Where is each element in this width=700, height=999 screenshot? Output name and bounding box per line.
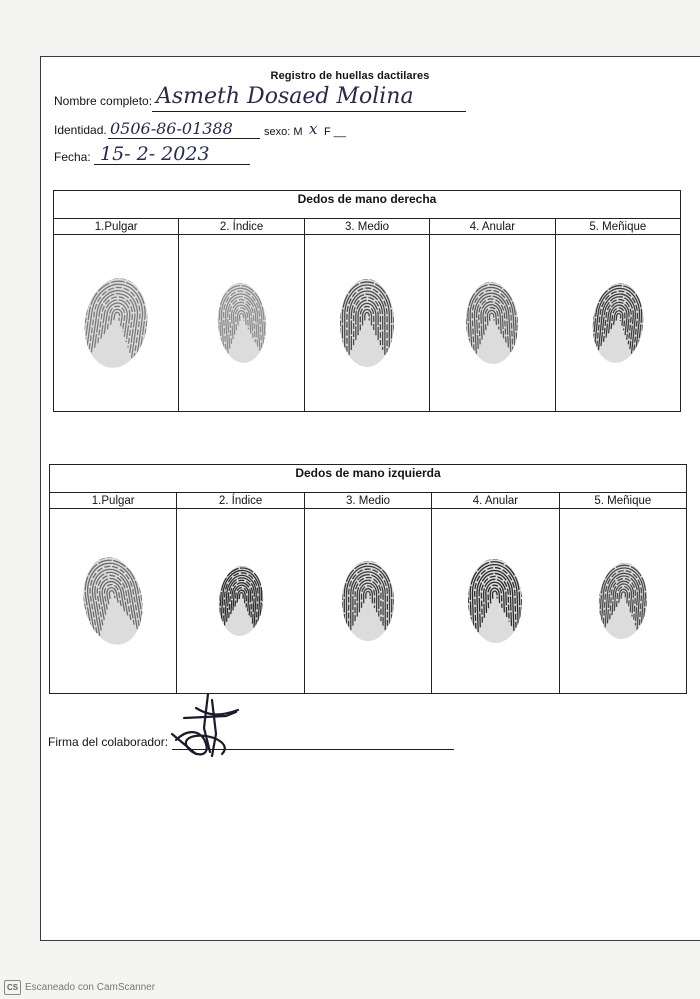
fingerprint-icon (82, 555, 144, 647)
fingerprint-icon (83, 276, 149, 370)
right-index-cell (179, 219, 304, 411)
right-hand-title: Dedos de mano derecha (54, 191, 680, 219)
finger-label: 4. Anular (430, 219, 554, 235)
name-label: Nombre completo: (54, 94, 153, 108)
fingerprint-icon (216, 281, 268, 365)
finger-label: 1.Pulgar (50, 493, 176, 509)
date-handwritten: 15- 2- 2023 (100, 143, 210, 165)
name-underline (152, 111, 466, 112)
left-little-cell (560, 493, 686, 693)
sex-mark: x (309, 120, 318, 138)
id-handwritten: 0506-86-01388 (110, 119, 233, 138)
signature-mark (166, 688, 246, 760)
right-little-cell (556, 219, 680, 411)
date-underline (94, 164, 250, 165)
name-handwritten: Asmeth Dosaed Molina (156, 84, 414, 109)
left-index-cell (177, 493, 304, 693)
scanner-footer (4, 980, 155, 995)
scanner-text: Escaneado con CamScanner (25, 982, 156, 993)
right-hand-table (53, 190, 681, 412)
finger-label: 4. Anular (432, 493, 558, 509)
right-ring-cell (430, 219, 555, 411)
id-underline (108, 138, 260, 139)
left-hand-title: Dedos de mano izquierda (50, 465, 686, 493)
finger-label: 5. Meñique (560, 493, 686, 509)
fingerprint-icon (591, 281, 645, 365)
left-hand-table (49, 464, 687, 694)
finger-label: 3. Medio (305, 219, 429, 235)
fingerprint-icon (464, 280, 520, 366)
left-middle-cell (305, 493, 432, 693)
left-thumb-cell (50, 493, 177, 693)
fingerprint-icon (340, 559, 396, 643)
finger-label: 2. Índice (179, 219, 303, 235)
fingerprint-icon (597, 561, 649, 641)
fingerprint-icon (217, 564, 265, 638)
date-label: Fecha: (54, 150, 91, 164)
camscanner-logo-icon: CS (4, 980, 21, 995)
id-label: Identidad. (54, 123, 107, 137)
right-middle-cell (305, 219, 430, 411)
sex-f-label: F __ (324, 126, 347, 138)
finger-label: 2. Índice (177, 493, 303, 509)
finger-label: 3. Medio (305, 493, 431, 509)
document-title: Registro de huellas dactilares (270, 70, 430, 82)
sex-label: sexo: M (264, 126, 303, 138)
fingerprint-icon (466, 557, 524, 645)
left-ring-cell (432, 493, 559, 693)
right-thumb-cell (54, 219, 179, 411)
fingerprint-icon (338, 277, 396, 369)
finger-label: 1.Pulgar (54, 219, 178, 235)
finger-label: 5. Meñique (556, 219, 680, 235)
signature-label: Firma del colaborador: (48, 735, 169, 749)
